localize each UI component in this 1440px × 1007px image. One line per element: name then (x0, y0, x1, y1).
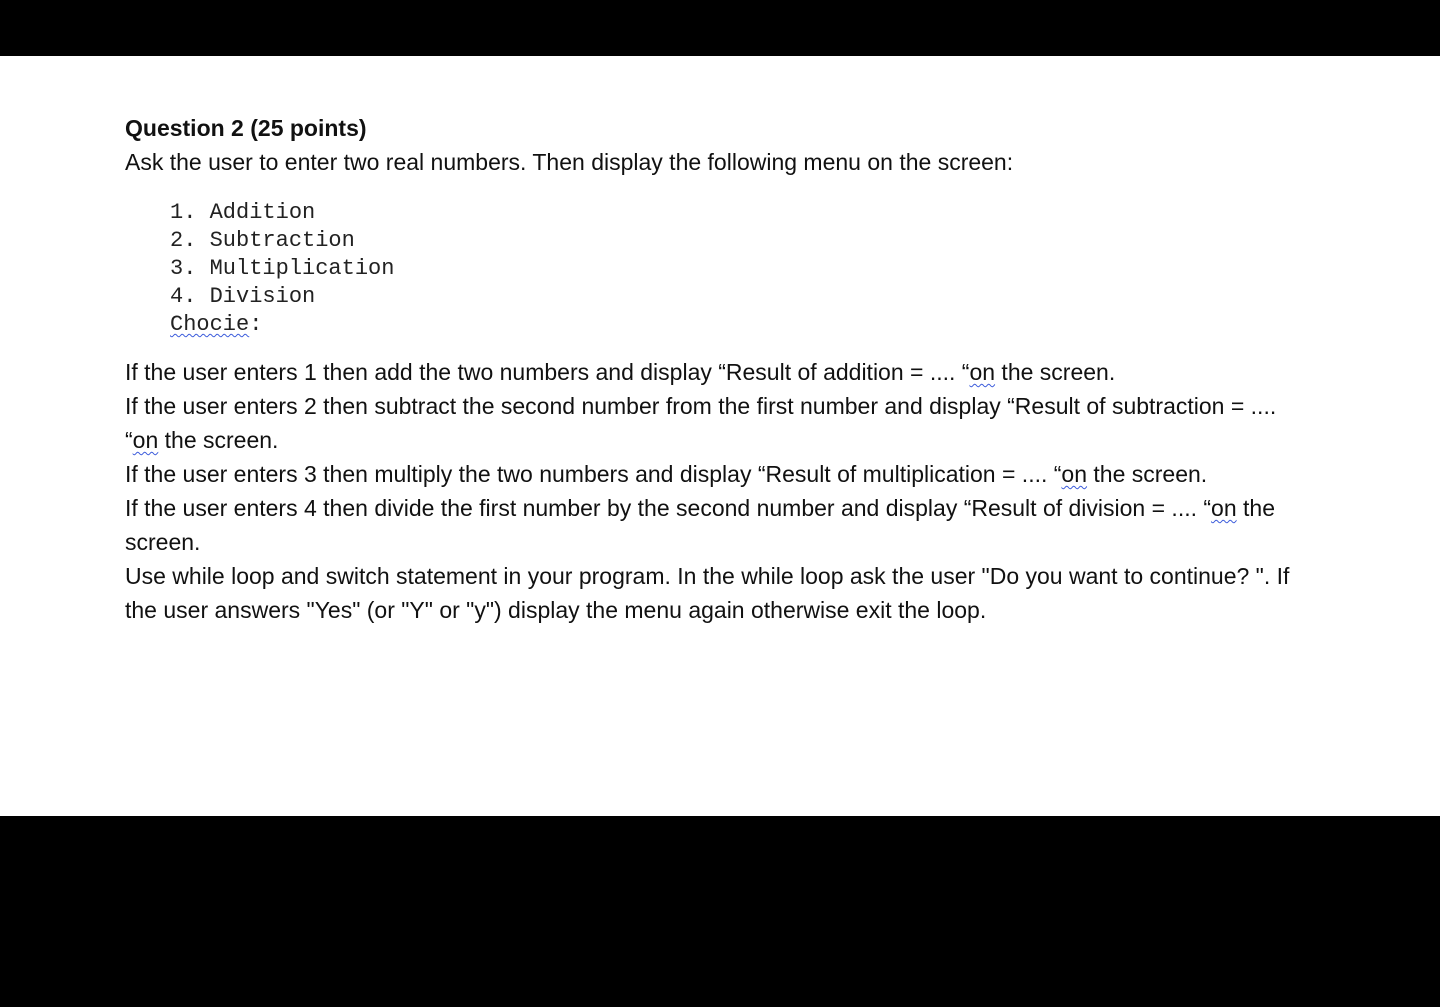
option-4-spellcheck-word: on (1211, 495, 1237, 521)
instruction-option-4 (125, 491, 1305, 559)
bottom-black-bar (0, 816, 1440, 1007)
question-title: Question 2 (25 points) (125, 115, 367, 141)
menu-item-addition: 1. Addition (170, 200, 316, 225)
option-3-spellcheck-word: on (1061, 461, 1088, 487)
instruction-option-3 (125, 457, 1305, 491)
option-4-tail: the screen. (125, 495, 1276, 555)
option-1-text: If the user enters 1 then add the two numbers and display “Result of addition = .... “ (125, 359, 970, 385)
option-3-tail: the screen. (1087, 461, 1208, 487)
document-page (0, 56, 1440, 816)
menu-item-division: 4. Division (170, 284, 316, 309)
instruction-option-2 (125, 389, 1305, 457)
menu-prompt (170, 311, 1305, 339)
menu-item-subtraction: 2. Subtraction (170, 228, 355, 253)
option-4-text: If the user enters 4 then divide the first number by the second number and display “Result of division = .... “ (125, 495, 1212, 521)
option-2-tail: the screen. (158, 427, 279, 453)
option-2-text: If the user enters 2 then subtract the second number from the first number and display “Result of subtraction = .... “ (125, 393, 1277, 453)
option-1-tail: the screen. (995, 359, 1116, 385)
menu-item-multiplication: 3. Multiplication (170, 256, 395, 281)
option-2-spellcheck-word: on (132, 427, 159, 453)
option-1-spellcheck-word: on (969, 359, 996, 385)
instruction-loop: Use while loop and switch statement in your program. In the while loop ask the user "Do you want to continue? ". If the user answers "Yes" (or "Y" or "y") display the menu again otherwise exit the loop. (125, 563, 1290, 623)
question-content (125, 111, 1305, 627)
instruction-option-1 (125, 355, 1305, 389)
menu-code-block (170, 199, 1305, 339)
question-intro: Ask the user to enter two real numbers. Then display the following menu on the screen: (125, 149, 1014, 175)
option-3-text: If the user enters 3 then multiply the two numbers and display “Result of multiplication = .... “ (125, 461, 1062, 487)
menu-prompt-word: Chocie (170, 312, 250, 337)
menu-prompt-colon: : (249, 312, 263, 337)
top-black-bar (0, 0, 1440, 56)
